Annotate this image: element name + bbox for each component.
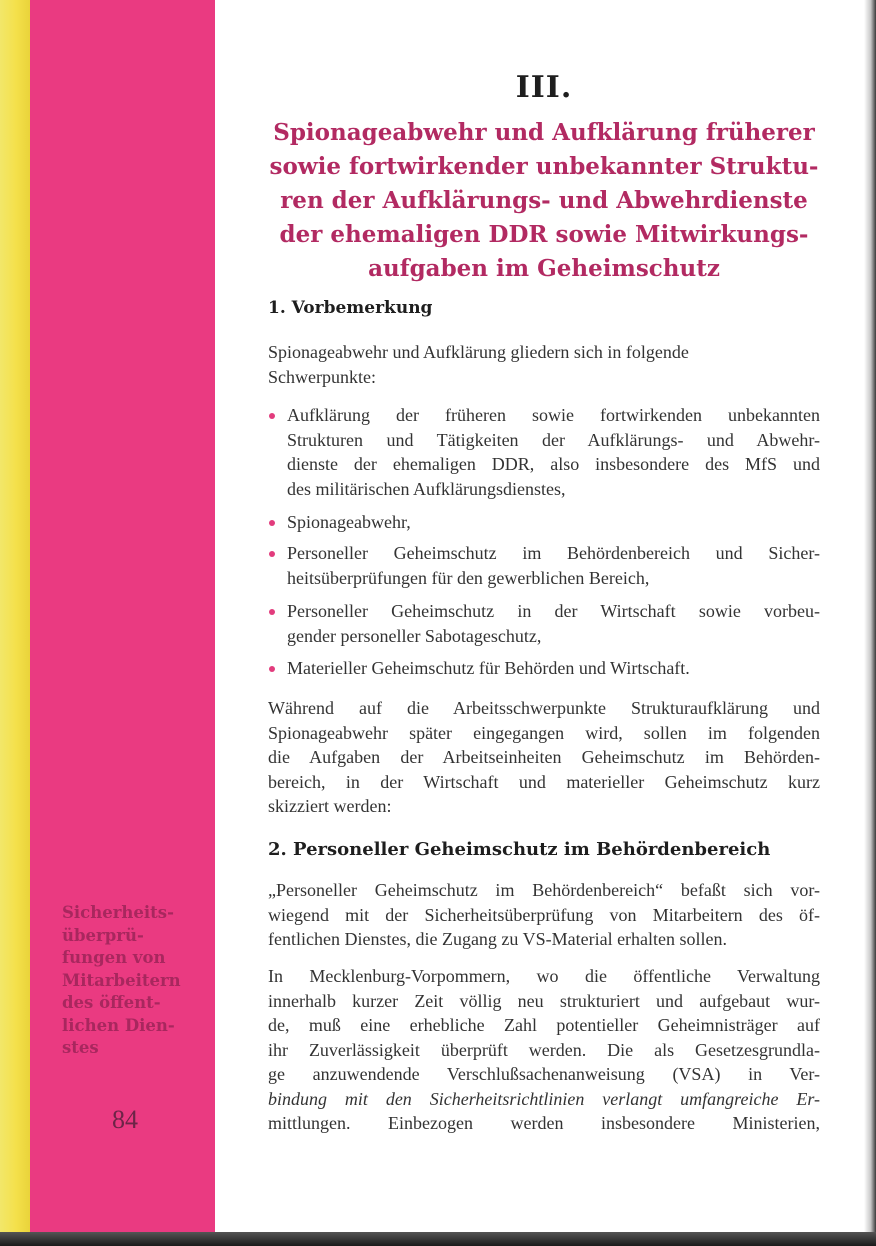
page-edge-yellow — [0, 0, 30, 1232]
text-line: Schwerpunkte: — [268, 366, 376, 387]
text-line: de, muß eine erhebliche Zahl potentieller Geheimnisträger auf — [268, 1015, 820, 1035]
margin-note-line: stes — [62, 1038, 99, 1057]
text-line: skizziert werden: — [268, 796, 392, 816]
margin-note — [62, 902, 207, 1060]
text-line: heitsüberprüfungen für den gewerblichen Bereich, — [287, 567, 650, 588]
bullet-dot-icon — [269, 520, 275, 526]
chapter-title-line: der ehemaligen DDR sowie Mitwirkungs- — [279, 221, 809, 248]
text-line: Spionageabwehr, — [287, 512, 411, 532]
text-line: „Personeller Geheimschutz im Behördenbereich“ befaßt sich vor- — [268, 880, 820, 900]
margin-note-line: Sicherheits- — [62, 903, 174, 922]
bullet-dot-icon — [269, 551, 275, 557]
margin-note-line: lichen Dien- — [62, 1015, 175, 1035]
margin-note-line: überprü- — [62, 925, 144, 945]
closing-paragraph — [268, 696, 820, 819]
paragraph-geheimschutz — [268, 878, 820, 952]
bullet-dot-icon — [269, 609, 275, 615]
margin-note-line: fungen von — [62, 948, 166, 967]
text-line: ihr Zuverlässigkeit überprüft werden. Die als Gesetzesgrundla- — [268, 1039, 820, 1060]
text-line: Aufklärung der früheren sowie fortwirkenden unbekannten — [287, 405, 820, 425]
chapter-number: III. — [515, 70, 573, 105]
text-line: des militärischen Aufklärungsdienstes, — [287, 478, 566, 499]
bullet-dot-icon — [269, 666, 275, 672]
page-bottom-edge — [0, 1232, 876, 1246]
text-line: fentlichen Dienstes, die Zugang zu VS-Material erhalten sollen. — [268, 929, 728, 949]
chapter-title-line: sowie fortwirkender unbekannter Struktu- — [269, 153, 819, 180]
section-heading-vorbemerkung: 1. Vorbemerkung — [268, 298, 433, 318]
section-heading-behoerdenbereich: 2. Personeller Geheimschutz im Behördenbereich — [268, 839, 771, 860]
chapter-title-line: ren der Aufklärungs- und Abwehrdienste — [280, 187, 808, 214]
text-line: Materieller Geheimschutz für Behörden und Wirtschaft. — [287, 658, 690, 678]
page-gutter-shadow — [864, 0, 876, 1246]
text-line: die Aufgaben der Arbeitseinheiten Geheimschutz im Behörden- — [268, 747, 820, 767]
text-line: dienste der ehemaligen DDR, also insbesondere des MfS und — [287, 454, 820, 474]
intro-paragraph — [268, 340, 820, 389]
text-line: Strukturen und Tätigkeiten der Aufklärungs- und Abwehr- — [287, 429, 820, 450]
margin-note-line: des öffent- — [62, 993, 161, 1012]
text-line: Personeller Geheimschutz in der Wirtschaft sowie vorbeu- — [287, 601, 820, 621]
text-line: Personeller Geheimschutz im Behördenbereich und Sicher- — [287, 543, 820, 563]
text-line: gender personeller Sabotageschutz, — [287, 625, 542, 646]
text-line: bereich, in der Wirtschaft und materieller Geheimschutz kurz — [268, 771, 820, 792]
paragraph-mecklenburg — [268, 964, 820, 1136]
text-line: mittlungen. Einbezogen werden insbesondere Ministerien, — [268, 1113, 820, 1133]
page-number: 84 — [112, 1105, 138, 1134]
text-line: bindung mit den Sicherheitsrichtlinien verlangt umfangreiche Er- — [268, 1088, 820, 1109]
chapter-title-line: aufgaben im Geheimschutz — [368, 255, 720, 282]
text-line: ge anzuwendende Verschlußsachenanweisung (VSA) in Ver- — [268, 1064, 820, 1084]
text-line: innerhalb kurzer Zeit völlig neu strukturiert und aufgebaut wur- — [268, 990, 820, 1011]
text-line: Während auf die Arbeitsschwerpunkte Strukturaufklärung und — [268, 698, 820, 718]
margin-note-line: Mitarbeitern — [62, 970, 181, 990]
text-line: wiegend mit der Sicherheitsüberprüfung von Mitarbeitern des öf- — [268, 904, 820, 925]
chapter-title — [268, 116, 820, 286]
text-line: Spionageabwehr später eingegangen wird, sollen im folgenden — [268, 722, 820, 743]
text-line: Spionageabwehr und Aufklärung gliedern sich in folgende — [268, 342, 689, 362]
bullet-dot-icon — [269, 413, 275, 419]
chapter-title-line: Spionageabwehr und Aufklärung früherer — [273, 119, 815, 146]
text-line: In Mecklenburg-Vorpommern, wo die öffentliche Verwaltung — [268, 966, 820, 986]
